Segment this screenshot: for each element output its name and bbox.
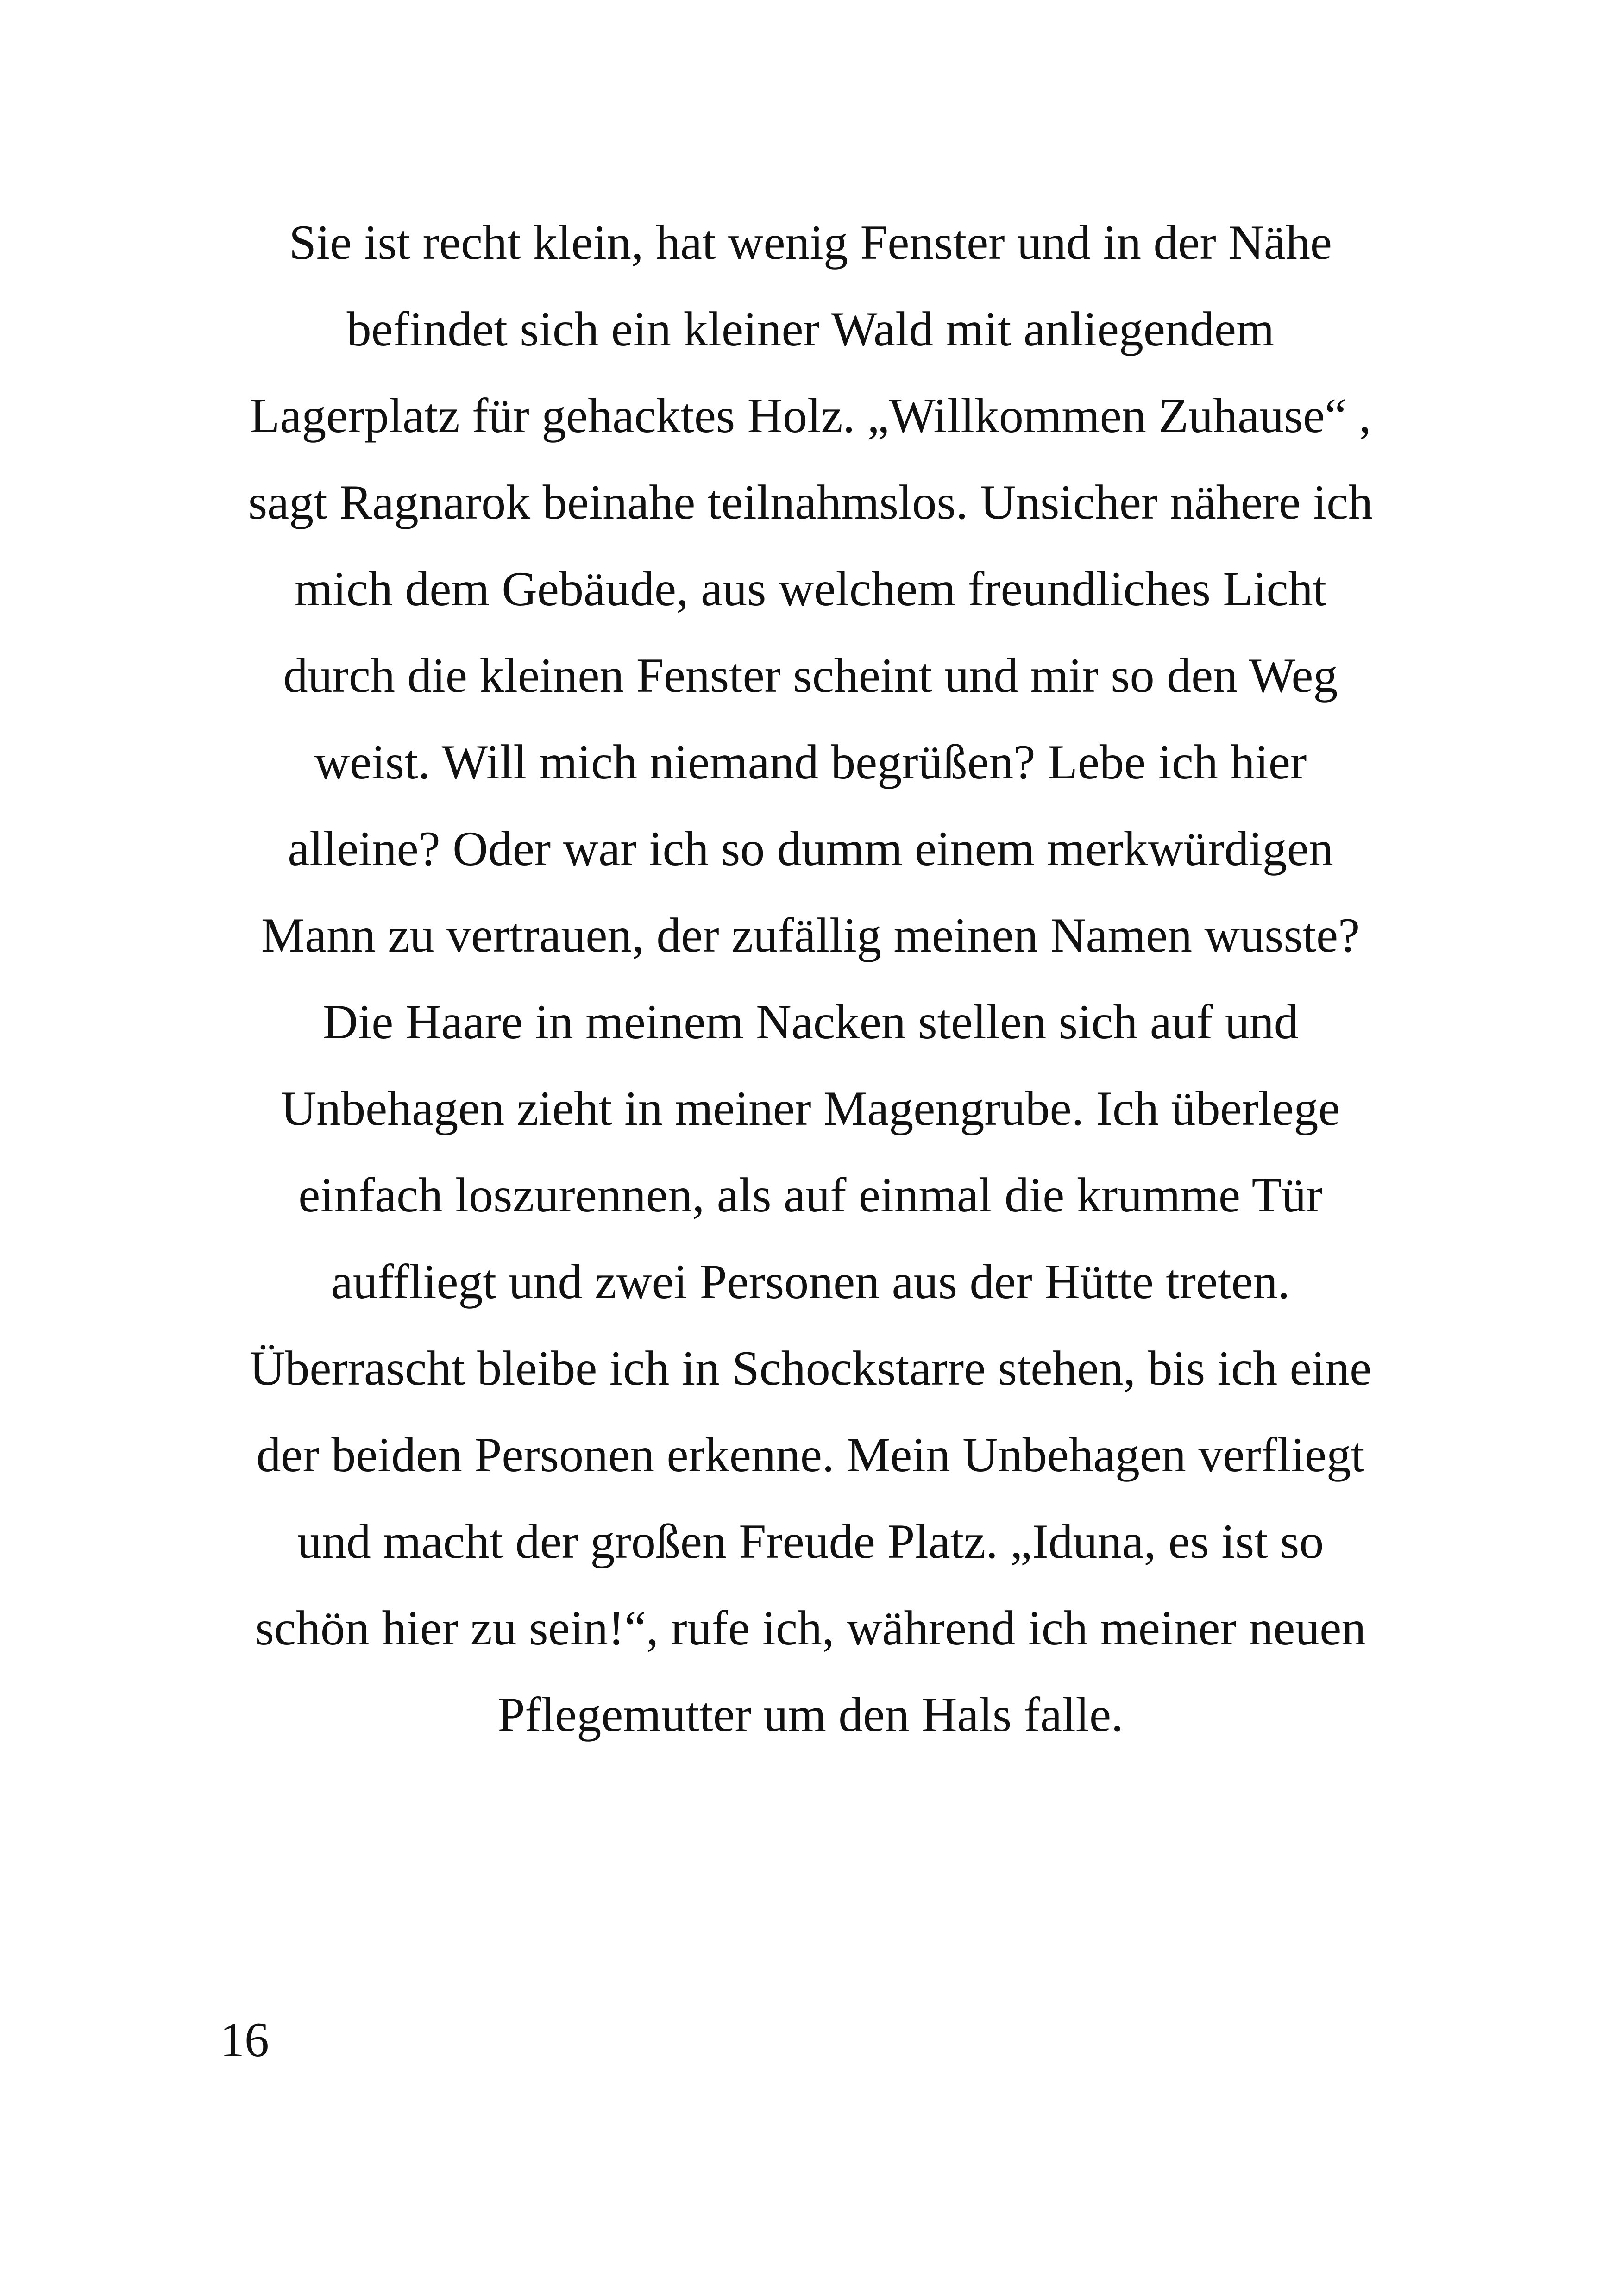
text-line: Mann zu vertrauen, der zufällig meinen Namen wusste? — [261, 908, 1360, 962]
text-line: Die Haare in meinem Nacken stellen sich auf und — [322, 995, 1299, 1049]
text-line: sagt Ragnarok beinahe teilnahmslos. Unsicher nähere ich — [248, 475, 1373, 529]
text-line: alleine? Oder war ich so dumm einem merkwürdigen — [288, 822, 1333, 876]
text-line: befindet sich ein kleiner Wald mit anliegendem — [346, 302, 1275, 356]
text-line: mich dem Gebäude, aus welchem freundliches Licht — [294, 562, 1327, 616]
page-number: 16 — [220, 2013, 269, 2067]
text-line: Lagerplatz für gehacktes Holz. „Willkommen Zuhause“ , — [250, 389, 1371, 443]
text-line: Unbehagen zieht in meiner Magengrube. Ich überlege — [281, 1081, 1340, 1135]
text-line: auffliegt und zwei Personen aus der Hütte treten. — [331, 1255, 1290, 1309]
text-line: weist. Will mich niemand begrüßen? Lebe ich hier — [314, 735, 1307, 789]
text-line: Pflegemutter um den Hals falle. — [497, 1687, 1124, 1742]
text-line: schön hier zu sein!“, rufe ich, während ich meiner neuen — [255, 1601, 1366, 1655]
text-line: der beiden Personen erkenne. Mein Unbehagen verfliegt — [256, 1428, 1365, 1482]
text-line: und macht der großen Freude Platz. „Iduna, es ist so — [297, 1514, 1324, 1568]
text-line: durch die kleinen Fenster scheint und mir so den Weg — [283, 648, 1338, 703]
text-line: Sie ist recht klein, hat wenig Fenster und in der Nähe — [289, 215, 1332, 270]
text-line: einfach loszurennen, als auf einmal die krumme Tür — [298, 1168, 1323, 1222]
body-paragraph — [195, 199, 1426, 1758]
text-line: Überrascht bleibe ich in Schockstarre stehen, bis ich eine — [249, 1341, 1372, 1395]
